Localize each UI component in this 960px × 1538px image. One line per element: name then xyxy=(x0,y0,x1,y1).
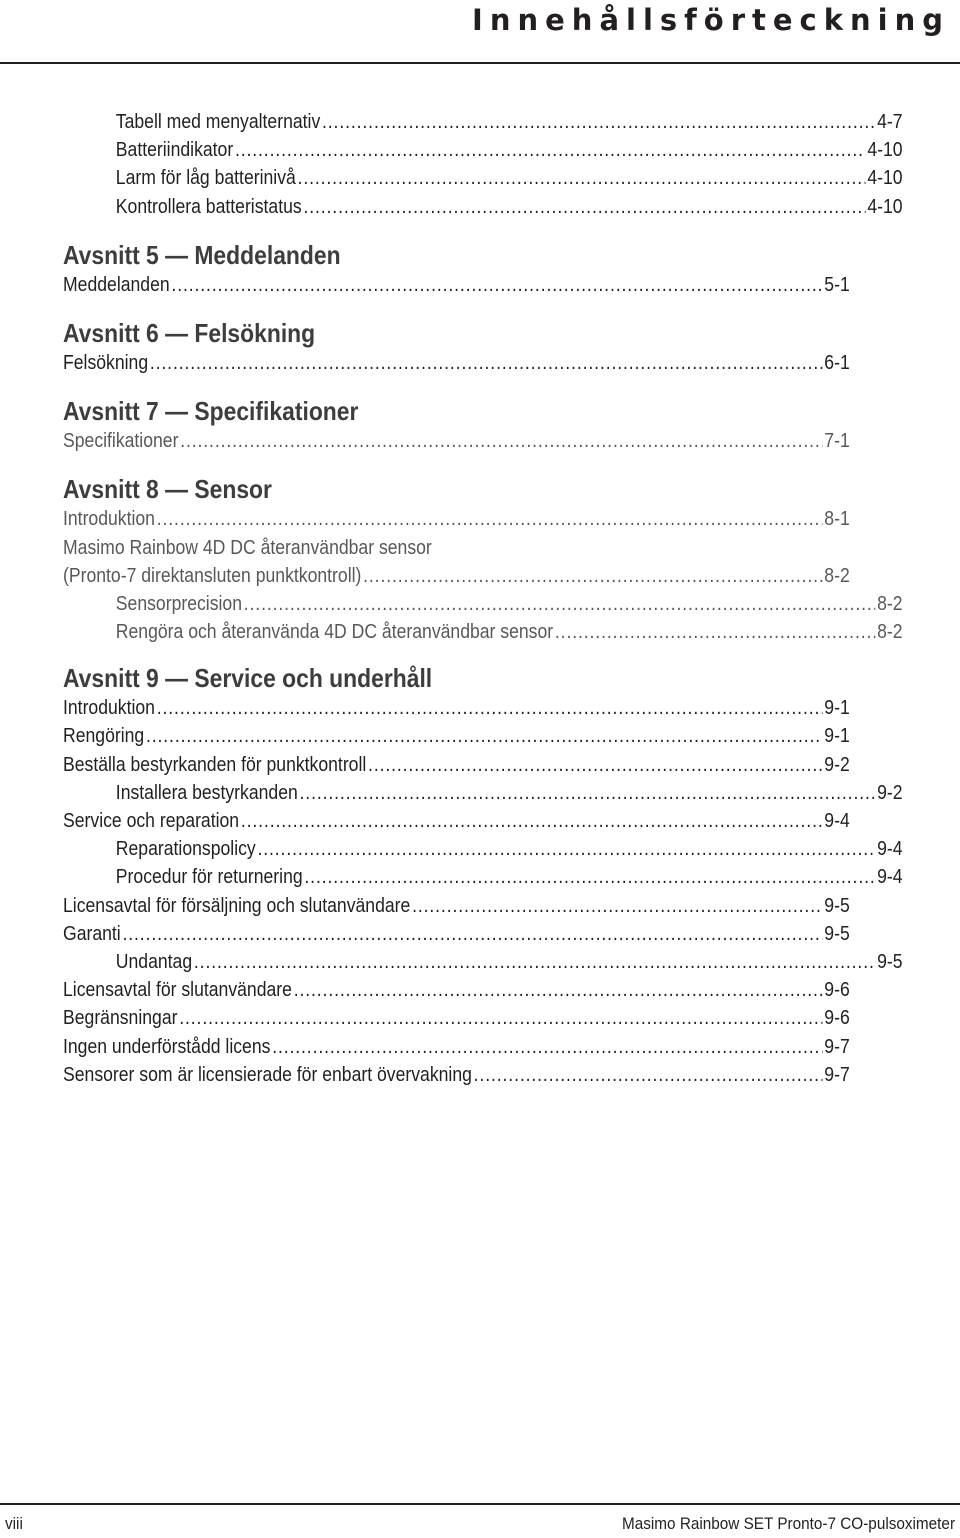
toc-entry[interactable] xyxy=(63,1033,850,1061)
toc-entry-label: Licensavtal för slutanvändare xyxy=(63,979,292,1002)
toc-entry-label: Masimo Rainbow 4D DC återanvändbar sensor xyxy=(63,536,432,559)
toc-entry-page: 6-1 xyxy=(824,351,850,374)
dot-leader xyxy=(244,590,876,618)
toc-entry[interactable] xyxy=(63,1061,850,1089)
toc-entry[interactable] xyxy=(63,779,903,807)
toc-entry-label: Rengöring xyxy=(63,725,145,748)
title-divider xyxy=(0,62,960,64)
toc-entry[interactable] xyxy=(63,136,903,164)
dot-leader xyxy=(150,349,823,377)
toc-entry[interactable] xyxy=(63,534,850,562)
toc-entry-label: Tabell med menyalternativ xyxy=(115,111,321,133)
toc-entry-page: 5-1 xyxy=(824,273,850,296)
dot-leader xyxy=(412,892,822,920)
toc-entry-page: 9-4 xyxy=(877,838,903,861)
dot-leader xyxy=(300,779,876,807)
toc-entry-label: Begränsningar xyxy=(63,1007,178,1030)
toc-entry[interactable] xyxy=(63,505,850,533)
toc-entry-page: 9-5 xyxy=(877,950,903,973)
dot-leader xyxy=(363,562,822,590)
toc-entry-page: 4-7 xyxy=(877,111,903,133)
toc-entry-label: Ingen underförstådd licens xyxy=(63,1035,271,1058)
toc-entry-label: Specifikationer xyxy=(63,430,179,453)
section-heading-8: Avsnitt 8 — Sensor xyxy=(63,474,272,505)
dot-leader xyxy=(157,694,823,722)
toc-entry-label: Procedur för returnering xyxy=(115,866,303,889)
toc-entry-page: 4-10 xyxy=(867,139,903,162)
toc-entry[interactable] xyxy=(63,722,850,750)
toc-entry-label: Larm för låg batterinivå xyxy=(115,167,296,190)
page-title: Innehållsförteckning xyxy=(472,3,950,37)
dot-leader xyxy=(272,1033,822,1061)
toc-entry-page: 8-1 xyxy=(824,508,850,531)
toc-entry-page: 8-2 xyxy=(877,621,903,644)
toc-entry-page: 9-2 xyxy=(877,781,903,804)
section-heading-5: Avsnitt 5 — Meddelanden xyxy=(63,239,341,270)
toc-entry[interactable] xyxy=(63,948,903,976)
toc-entry[interactable] xyxy=(63,694,850,722)
toc-entry[interactable] xyxy=(63,427,850,455)
dot-leader xyxy=(303,193,865,221)
toc-entry[interactable] xyxy=(63,976,850,1004)
toc-entry-label: Licensavtal för försäljning och slutanvändare xyxy=(63,894,411,917)
toc-entry-page: 9-4 xyxy=(824,810,850,832)
toc-entry-page: 9-4 xyxy=(877,866,903,889)
toc-entry[interactable] xyxy=(63,108,903,136)
dot-leader xyxy=(179,1004,822,1032)
page-number: viii xyxy=(5,1514,23,1533)
toc-entry-page: 9-6 xyxy=(824,979,850,1002)
section-heading-6: Avsnitt 6 — Felsökning xyxy=(63,317,316,348)
footer-divider xyxy=(0,1503,960,1505)
toc-entry[interactable] xyxy=(63,863,903,891)
toc-entry-label: Sensorprecision xyxy=(115,592,243,615)
footer-product-name: Masimo Rainbow SET Pronto-7 CO-pulsoximeter xyxy=(621,1514,955,1533)
toc-entry[interactable] xyxy=(63,271,850,299)
dot-leader xyxy=(294,976,823,1004)
section-heading-7: Avsnitt 7 — Specifikationer xyxy=(63,396,359,427)
dot-leader xyxy=(257,835,875,863)
toc-entry[interactable] xyxy=(63,835,903,863)
dot-leader xyxy=(322,108,875,136)
toc-entry-label: Service och reparation xyxy=(63,810,240,832)
toc-entry-page: 9-6 xyxy=(824,1007,850,1030)
toc-entry[interactable] xyxy=(63,892,850,920)
toc-entry[interactable] xyxy=(63,920,850,948)
toc-entry-page: 8-2 xyxy=(824,564,850,587)
section-heading-9: Avsnitt 9 — Service och underhåll xyxy=(63,663,433,694)
toc-entry-page: 9-1 xyxy=(824,725,850,748)
toc-entry-page: 7-1 xyxy=(824,430,850,453)
toc-entry[interactable] xyxy=(63,164,903,192)
dot-leader xyxy=(304,863,875,891)
toc-entry[interactable] xyxy=(63,751,850,779)
dot-leader xyxy=(146,722,823,750)
toc-entry[interactable] xyxy=(63,193,903,221)
toc-entry-label: Beställa bestyrkanden för punktkontroll xyxy=(63,753,367,776)
toc-entry-label: Undantag xyxy=(115,950,193,973)
toc-entry-page: 9-5 xyxy=(824,894,850,917)
toc-entry-page: 9-5 xyxy=(824,922,850,945)
toc-entry-label: Batteriindikator xyxy=(115,139,234,162)
toc-entry-label: Meddelanden xyxy=(63,273,170,296)
toc-entry-label: Installera bestyrkanden xyxy=(115,781,298,804)
toc-entry-label: Introduktion xyxy=(63,697,155,720)
toc-entry[interactable] xyxy=(63,618,903,646)
dot-leader xyxy=(368,751,823,779)
dot-leader xyxy=(555,618,875,646)
toc-entry-page: 8-2 xyxy=(877,592,903,615)
toc-entry-page: 4-10 xyxy=(867,195,903,218)
toc-entry-label: Rengöra och återanvända 4D DC återanvändbar sensor xyxy=(115,621,554,644)
dot-leader xyxy=(180,427,822,455)
toc-entry-page: 9-7 xyxy=(824,1035,850,1058)
toc-entry-page: 9-2 xyxy=(824,753,850,776)
toc-entry[interactable] xyxy=(63,590,903,618)
dot-leader xyxy=(298,164,866,192)
toc-entry[interactable] xyxy=(63,807,850,835)
toc-entry-label: Garanti xyxy=(63,922,121,945)
toc-entry-page: 9-7 xyxy=(824,1063,850,1086)
dot-leader xyxy=(194,948,875,976)
toc-entry-label: Reparationspolicy xyxy=(115,838,256,861)
table-of-contents xyxy=(63,108,903,1089)
toc-entry[interactable] xyxy=(63,562,850,590)
toc-entry-page: 4-10 xyxy=(867,167,903,190)
toc-entry[interactable] xyxy=(63,1004,850,1032)
toc-entry-label: Sensorer som är licensierade för enbart övervakning xyxy=(63,1063,472,1086)
toc-entry-label: Kontrollera batteristatus xyxy=(115,195,302,218)
toc-entry-label: Introduktion xyxy=(63,508,155,531)
toc-entry-label: (Pronto-7 direktansluten punktkontroll) xyxy=(63,564,362,587)
toc-entry[interactable] xyxy=(63,349,850,377)
dot-leader xyxy=(171,271,822,299)
dot-leader xyxy=(235,136,866,164)
dot-leader xyxy=(474,1061,823,1089)
toc-entry-label: Felsökning xyxy=(63,351,149,374)
toc-entry-page: 9-1 xyxy=(824,697,850,720)
dot-leader xyxy=(122,920,822,948)
dot-leader xyxy=(157,505,823,533)
dot-leader xyxy=(241,807,823,835)
